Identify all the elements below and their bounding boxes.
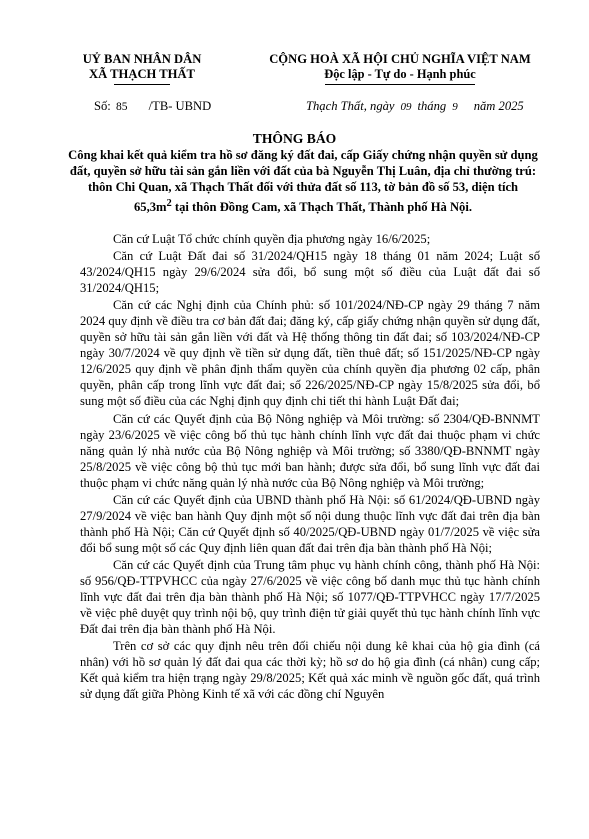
subject-text: Công khai kết quả kiểm tra hồ sơ đăng ký đất đai, cấp Giấy chứng nhận quyền sử dụng đất, quyền sở hữu tài sản gắn liền với đất của bà Nguyễn Thị Luân, địa chỉ thường trú: thôn Chi Quan, xã Thạch Thất đối với thửa đất số 113, tờ bản đồ số 53, diện tích 65,3m <box>68 148 538 214</box>
area-unit-superscript: 2 <box>166 197 172 209</box>
motto-text: Độc lập - Tự do - Hạnh phúc <box>324 67 476 81</box>
date-month-label: tháng <box>417 99 447 113</box>
body-paragraph: Căn cứ các Quyết định của Trung tâm phục vụ hành chính công, thành phố Hà Nội: số 956/QĐ-TTPVHCC của ngày 27/6/2025 về việc công bố danh mục thủ tục hành chính lĩnh vực đất đai trên địa bàn thành phố Hà Nội; số 1077/QĐ-TTPVHCC ngày 17/7/2025 về việc phê duyệt quy trình nội bộ, quy trình điện tử giải quyết thủ tục hành chính lĩnh vực Đất đai trên địa bàn thành phố Hà Nội. <box>80 557 540 636</box>
document-subject <box>68 147 538 215</box>
doc-number-value: 85 <box>115 101 128 113</box>
document-number <box>94 99 211 114</box>
body-paragraph: Căn cứ các Quyết định của UBND thành phố Hà Nội: số 61/2024/QĐ-UBND ngày 27/9/2024 về việc ban hành Quy định một số nội dung thuộc lĩnh vực đất đai trên địa bàn thành phố Hà Nội; Căn cứ Quyết định số 40/2025/QĐ-UBND ngày 01/7/2025 về việc sửa đổi bổ sung một số các Quy định liên quan đất đai trên địa bàn thành phố Hà Nội; <box>80 492 540 555</box>
issue-date <box>306 99 524 114</box>
body-paragraph: Căn cứ các Nghị định của Chính phủ: số 101/2024/NĐ-CP ngày 29 tháng 7 năm 2024 quy định về điều tra cơ bản đất đai; đăng ký, cấp giấy chứng nhận quyền sử dụng đất, quyền sở hữu tài sản gắn liền với đất và Hệ thống thông tin đất đai; số 103/2024/NĐ-CP ngày 30/7/2024 về quy định về tiền sử dụng đất, tiền thuê đất; số 151/2025/NĐ-CP ngày 12/6/2025 quy định về phân định thẩm quyền của chính quyền địa phương 02 cấp, phân quyền, phân cấp trong lĩnh vực đất đai; số 226/2025/NĐ-CP ngày 15/8/2025 sửa đổi, bổ sung một số điều của các Nghị định quy định chi tiết thi hành Luật Đất đai; <box>80 298 540 409</box>
authority-underline <box>114 84 170 85</box>
body-paragraph: Căn cứ Luật Tổ chức chính quyền địa phương ngày 16/6/2025; <box>113 232 431 246</box>
body-paragraph: Trên cơ sở các quy định nêu trên đối chiếu nội dung kê khai của hộ gia đình (cá nhân) với hồ sơ quản lý đất đai qua các thời kỳ; hồ sơ do hộ gia đình (cá nhân) cung cấp; Kết quả kiểm tra hiện trạng ngày 29/8/2025; Kết quả xác minh về nguồn gốc đất, quá trình sử dụng đất giữa Phòng Kinh tế xã với các đồng chí Nguyên <box>80 639 540 702</box>
subject-text-end: tại thôn Đồng Cam, xã Thạch Thất, Thành phố Hà Nội. <box>171 199 473 214</box>
nation-name: CỘNG HOÀ XÃ HỘI CHỦ NGHĨA VIỆT NAM <box>269 52 531 66</box>
document-title: THÔNG BÁO <box>252 131 337 146</box>
doc-number-suffix: /TB- UBND <box>148 99 212 113</box>
body-paragraph: Căn cứ Luật Đất đai số 31/2024/QH15 ngày 18 tháng 01 năm 2024; Luật số 43/2024/QH15 ngày 29/6/2024 sửa đổi, bổ sung một số điều của Luật đất đai số 31/2024/QH15; <box>80 249 540 296</box>
motto-underline <box>325 84 475 85</box>
national-motto <box>250 52 550 85</box>
date-month: 9 <box>452 101 458 113</box>
authority-line-1: UỶ BAN NHÂN DÂN <box>82 52 202 66</box>
issuing-authority <box>62 52 222 85</box>
date-year: năm 2025 <box>473 99 524 113</box>
body-paragraph: Căn cứ các Quyết định của Bộ Nông nghiệp và Môi trường: số 2304/QĐ-BNNMT ngày 23/6/2025 về việc công bố thủ tục hành chính lĩnh vực đất đai thuộc phạm vi chức năng quản lý nhà nước của Bộ Nông nghiệp và Môi trường; số 3380/QĐ-BNNMT ngày 25/8/2025 về việc công bộ thủ tục mới ban hành; được sửa đổi, bổ sung lĩnh vực đất đai thuộc phạm vi chức năng quản lý nhà nước của Bộ Nông nghiệp và Môi trường; <box>80 411 540 490</box>
date-day: 09 <box>400 101 412 113</box>
document-body <box>80 231 540 703</box>
doc-number-prefix: Số: <box>94 99 111 113</box>
date-place: Thạch Thất, ngày <box>306 99 395 113</box>
authority-line-2: XÃ THẠCH THẤT <box>89 67 195 81</box>
